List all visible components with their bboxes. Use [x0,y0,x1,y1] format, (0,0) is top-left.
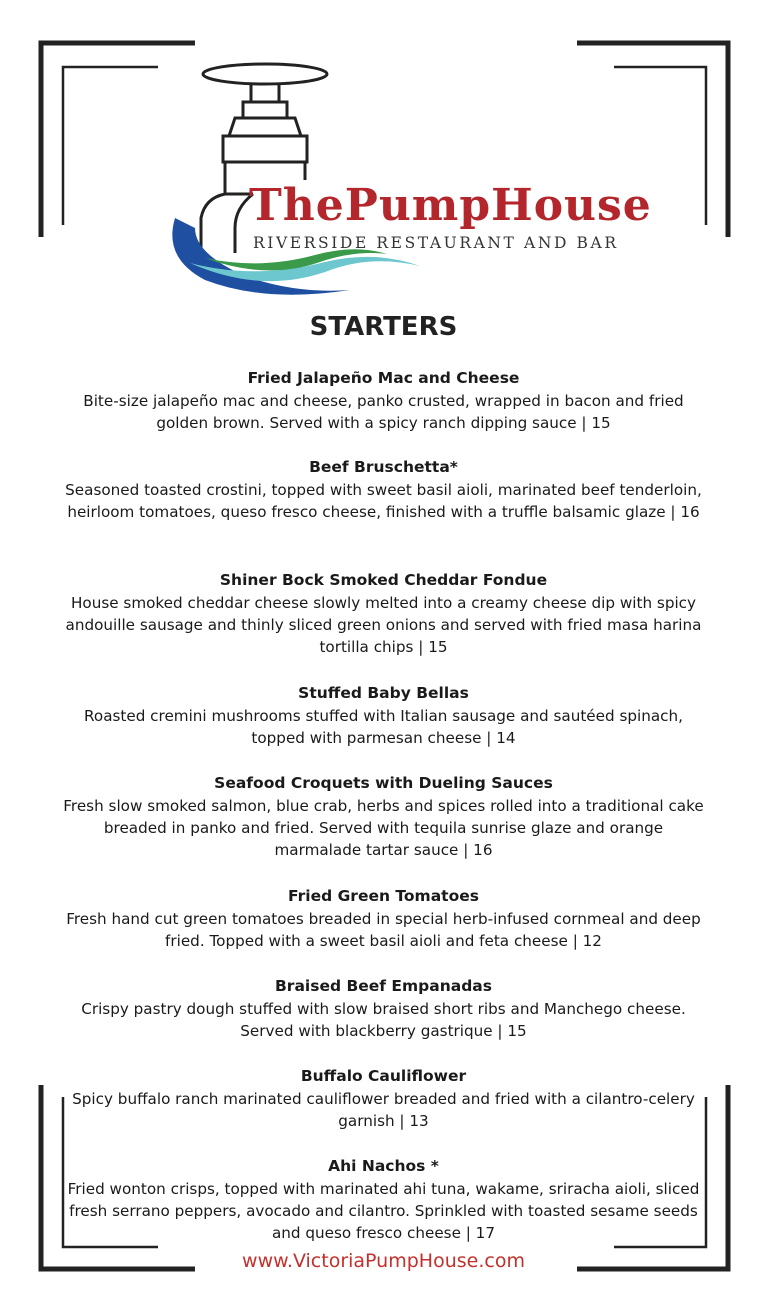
item-description: House smoked cheddar cheese slowly melted into a creamy cheese dip with spicy andouille sausage and thinly sliced green onions and served with fried masa harina tortilla chips | 15 [65,594,702,656]
item-name: Beef Bruschetta* [309,458,458,476]
item-description: Crispy pastry dough stuffed with slow braised short ribs and Manchego cheese. Served with blackberry gastrique | 15 [81,1000,686,1040]
item-name: Shiner Bock Smoked Cheddar Fondue [219,571,548,589]
item-name: Stuffed Baby Bellas [298,684,469,702]
website-link[interactable]: www.VictoriaPumpHouse.com [242,1250,525,1272]
item-name: Braised Beef Empanadas [274,977,492,995]
menu-item [60,886,707,952]
item-description: Roasted cremini mushrooms stuffed with Italian sausage and sautéed spinach, topped with parmesan cheese | 14 [84,707,683,747]
menu-item [60,773,707,861]
menu-item [60,368,707,434]
item-description: Fresh slow smoked salmon, blue crab, herbs and spices rolled into a traditional cake breaded in panko and fried. Served with tequila sunrise glaze and orange marmalade tartar sauce | 16 [63,797,704,859]
menu-item [60,457,707,523]
menu-item [60,570,707,658]
brand-tagline: RIVERSIDE RESTAURANT AND BAR [253,234,619,252]
item-name: Fried Jalapeño Mac and Cheese [247,369,520,387]
logo [165,58,652,303]
item-name: Seafood Croquets with Dueling Sauces [214,774,553,792]
menu-item [60,1156,707,1244]
item-description: Seasoned toasted crostini, topped with sweet basil aioli, marinated beef tenderloin, heirloom tomatoes, queso fresco cheese, finished with a truffle balsamic glaze | 16 [65,481,702,521]
menu-item [60,683,707,749]
item-description: Bite-size jalapeño mac and cheese, panko crusted, wrapped in bacon and fried golden brown. Served with a spicy ranch dipping sauce | 15 [83,392,684,432]
section-title: STARTERS [309,312,458,342]
menu-item [60,976,707,1042]
item-description: Fried wonton crisps, topped with marinated ahi tuna, wakame, sriracha aioli, sliced fresh serrano peppers, avocado and cilantro. Sprinkled with toasted sesame seeds and queso fresco cheese | 17 [67,1180,700,1242]
brand-name: ThePumpHouse [249,180,652,231]
item-name: Buffalo Cauliflower [300,1067,467,1085]
item-description: Fresh hand cut green tomatoes breaded in special herb-infused cornmeal and deep fried. Topped with a sweet basil aioli and feta cheese | 12 [66,910,701,950]
item-name: Ahi Nachos * [328,1157,439,1175]
item-description: Spicy buffalo ranch marinated cauliflower breaded and fried with a cilantro-celery garnish | 13 [72,1090,695,1130]
menu-item [60,1066,707,1132]
item-name: Fried Green Tomatoes [288,887,479,905]
